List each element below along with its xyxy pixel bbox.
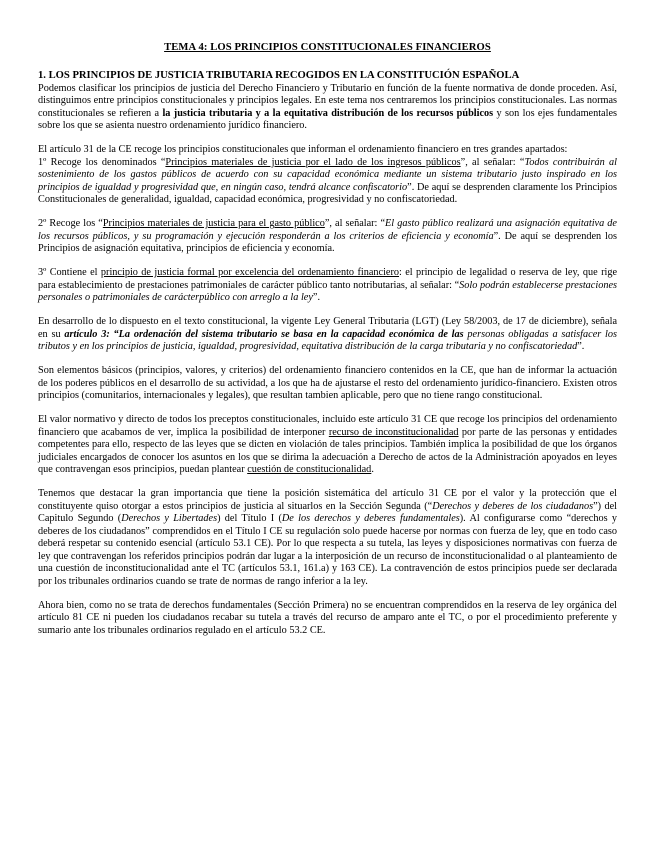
paragraph-intro: Podemos clasificar los principios de justicia del Derecho Financiero y Tributario en función de la fuente normativa de donde proceden. Así, distinguimos entre principios constitucionales y principios legales. En este tema nos centraremos los principios constitucionales. Las normas constitucionales se refieren a la justicia tributaria y a la equitativa distribución de los recursos públicos y son los ejes fundamentales sobre los que se asienta nuestro ordenamiento jurídico financiero. [38, 82, 617, 132]
underlined-phrase: Principios materiales de justicia por el lado de los ingresos públicos [165, 156, 461, 168]
page-title: TEMA 4: LOS PRINCIPIOS CONSTITUCIONALES FINANCIEROS [164, 42, 491, 53]
underlined-phrase: recurso de inconstitucionalidad [328, 426, 459, 438]
quote: Todos contribuirán al sostenimiento de los gastos públicos de acuerdo con su capacidad económica mediante un sistema tributario justo inspirado en los principios de igualdad y progresividad que, en ningún caso, tendrá alcance confiscatorio [38, 156, 618, 193]
quote: Solo podrán establecerse prestaciones personales o patrimoniales de carácterpúblico con arreglo a la ley [38, 279, 617, 304]
bold-phrase: la justicia tributaria y a la equitativa distribución de los recursos públicos [162, 107, 494, 119]
underlined-phrase: Principios materiales de justicia para el gasto público [102, 218, 325, 230]
paragraph-systematic-position: Tenemos que destacar la gran importancia que tiene la posición sistemática del artículo 31 CE por el valor y la protección que el constituyente quiso otorgar a estos principios de justicia al situarlos en la Sección Segunda (“Derechos y deberes de los ciudadanos”) del Capitulo Segundo (Derechos y Libertades) del Título I (De los derechos y deberes fundamentales). Al configurarse como “derechos y deberes de los ciudadanos” comprendidos en el Título I CE su regulación solo puede hacerse por normas con fuerza de ley, que en todo caso deberá respetar su contenido esencial (artículo 53.1 CE). Por lo que respecta a su tutela, las leyes y disposiciones normativas con fuerza de ley que contravengan los referidos principios podrán dar lugar a la interposición de un recurso de inconstitucionalidad o al planteamiento de una cuestión de inconstitucionalidad ante el TC (artículos 53.1, 161.a) y 163 CE). La contravención de estos principios puede ser declarada por los tribunales ordinarios cuando se trate de normas de rango inferior a la ley. [38, 488, 618, 587]
article-quote: personas obligadas a satisfacer los tributos y en los principios de justicia, igualdad, progresividad, equitativa distribución de la carga tributaria y no confiscatoriedad [38, 328, 617, 353]
italic-phrase: Derechos y deberes de los ciudadanos [432, 500, 594, 512]
paragraph-art31: El artículo 31 de la CE recoge los principios constitucionales que informan el ordenamiento financiero en tres grandes apartados: [38, 144, 568, 156]
italic-phrase: Derechos y Libertades [121, 513, 218, 525]
paragraph-point-3: 3º Contiene el principio de justicia formal por excelencia del ordenamiento financiero: el principio de legalidad o reserva de ley, que rige para establecimiento de prestaciones patrimoniales de carácter público tanto notributarias, al señalar: “Solo podrán establecerse prestaciones personales o patrimoniales de carácterpúblico con arreglo a la ley”. [38, 267, 618, 304]
paragraph-point-2: 2º Recoge los “Principios materiales de justicia para el gasto público”, al señalar: “El gasto público realizará una asignación equitativa de los recursos públicos, y su programación y ejecución responderán a los criterios de eficiencia y economía”. De aquí se desprenden los Principios de asignación equitativa, principios de eficiencia y economía. [38, 218, 617, 255]
underlined-phrase: cuestión de constitucionalidad [247, 464, 372, 476]
paragraph-normative-value: El valor normativo y directo de todos los preceptos constitucionales, incluido este artículo 31 CE que recoge los principios del ordenamiento financiero que acabamos de ver, implica la posibilidad de interponer recurso de inconstitucionalidad por parte de las personas y entidades competentes para ello, respecto de las leyes que se dicten en violación de tales principios. También implica la posibilidad de que los órganos judiciales encargados de conocer los asuntos en los que se dirima la adecuación a Derecho de actos de la Administración apoyados en leyes que contravengan esos principios, puedan plantear cuestión de constitucionalidad. [38, 414, 617, 476]
quote: El gasto público realizará una asignación equitativa de los recursos públicos, y su programación y ejecución responderán a los criterios de eficiencia y economía [38, 218, 617, 242]
paragraph-fundamental-rights: Ahora bien, como no se trata de derechos fundamentales (Sección Primera) no se encuentran comprendidos en la reserva de ley orgánica del artículo 81 CE ni pueden los ciudadanos recabar su tutela a través del recurso de amparo ante el TC, o por el procedimiento preferente y sumario ante los tribunales ordinarios regulado en el artículo 53.2 CE. [38, 599, 617, 636]
paragraph-elements: Son elementos básicos (principios, valores, y criterios) del ordenamiento financiero contenidos en la CE, que han de informar la actuación de los poderes públicos en el desarrollo de su actividad, a los que ha de ajustarse el resto del ordenamiento jurídico-financiero. Existen otros principios (comunitarios, internacionales y legales), que resultan tambien aplicable, pero que no tiene rango constitucional. [38, 365, 617, 402]
article-quote-bold: artículo 3: “La ordenación del sistema tributario se basa en la capacidad económica de las [64, 328, 464, 340]
underlined-phrase: principio de justicia formal por excelencia del ordenamiento financiero [100, 267, 400, 279]
paragraph-point-1: 1º Recoge los denominados “Principios materiales de justicia por el lado de los ingresos públicos”, al señalar: “Todos contribuirán al sostenimiento de los gastos públicos de acuerdo con su capacidad económica mediante un sistema tributario justo inspirado en los principios de igualdad y progresividad que, en ningún caso, tendrá alcance confiscatorio”. De aquí se desprenden claramente los Principios Constitucionales de generalidad, igualdad, capacidad económica, progresividad y no confiscatoriedad. [38, 156, 618, 206]
paragraph-lgt: En desarrollo de lo dispuesto en el texto constitucional, la vigente Ley General Tributaria (LGT) (Ley 58/2003, de 17 de diciembre), señala en su artículo 3: “La ordenación del sistema tributario se basa en la capacidad económica de las personas obligadas a satisfacer los tributos y en los principios de justicia, igualdad, progresividad, equitativa distribución de la carga tributaria y no confiscatoriedad”. [38, 316, 617, 353]
document-page [38, 42, 617, 637]
section-heading: 1. LOS PRINCIPIOS DE JUSTICIA TRIBUTARIA RECOGIDOS EN LA CONSTITUCIÓN ESPAÑOLA [38, 69, 520, 81]
italic-phrase: De los derechos y deberes fundamentales [281, 513, 460, 525]
